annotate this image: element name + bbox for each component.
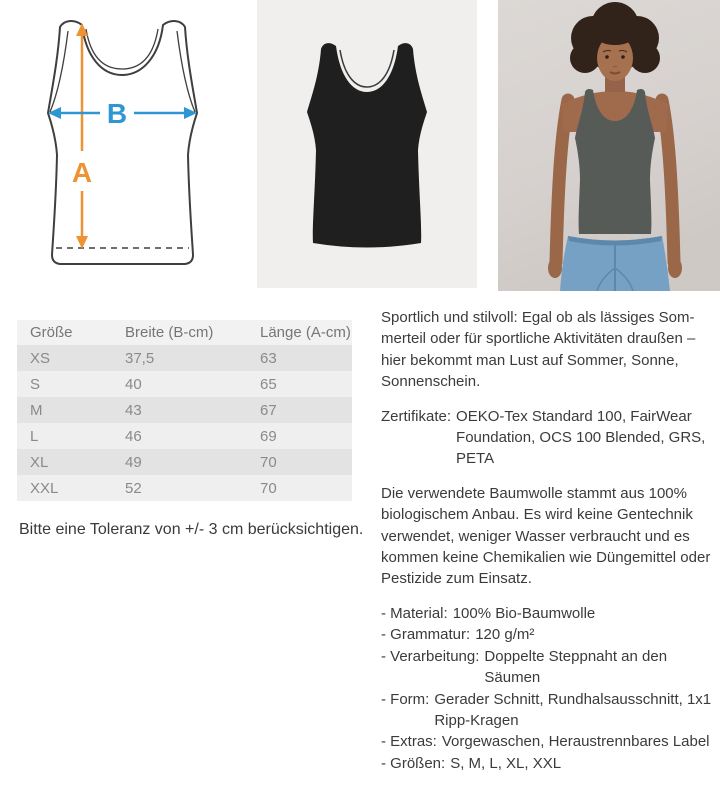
black-tank-top-image: [257, 0, 477, 288]
spec-item-extras: [381, 731, 718, 752]
spec-value: S, M, L, XL, XXL: [450, 754, 562, 772]
hair-fringe: [596, 27, 634, 45]
laenge-cell: 69: [247, 423, 352, 449]
jeans: [560, 236, 670, 291]
description-paragraph-1: Sportlich und stilvoll: Egal ob als lässiges Sommerteil oder für sportliche Aktivitäten draußen – hier bekommt man Lust auf Sommer, Sonne, Sonnenschein.: [381, 309, 696, 391]
right-hand: [668, 258, 682, 278]
table-header-row: [17, 320, 352, 345]
tolerance-note: Bitte eine Toleranz von +/- 3 cm berücksichtigen.: [19, 521, 364, 538]
column-header-groesse: Größe: [17, 320, 112, 345]
spec-item-form: [381, 689, 718, 732]
size-cell: S: [17, 371, 112, 397]
tank-silhouette: [307, 43, 427, 247]
size-cell: M: [17, 397, 112, 423]
column-header-laenge: Länge (A-cm): [247, 320, 352, 345]
breite-cell: 49: [112, 449, 247, 475]
tank-outline: [48, 21, 197, 264]
spec-item-verarbeitung: [381, 646, 718, 689]
spec-label: - Material:: [381, 604, 448, 622]
product-photo-black-tank-top[interactable]: [257, 0, 477, 288]
breite-cell: 52: [112, 475, 247, 501]
size-cell: XL: [17, 449, 112, 475]
spec-item-groessen: [381, 753, 718, 774]
spec-item-material: [381, 603, 718, 624]
table-row: [17, 397, 352, 423]
model-photo[interactable]: [498, 0, 720, 291]
size-cell: XS: [17, 345, 112, 371]
spec-value: Gerader Schnitt, Rundhalsausschnitt, 1x1 Ripp-Kragen: [434, 690, 712, 729]
spec-value: Doppelte Steppnaht an den Säumen: [484, 647, 668, 687]
tank-top-measurement-diagram: [30, 5, 215, 285]
table-row: [17, 449, 352, 475]
size-table: [17, 320, 352, 501]
laenge-cell: 67: [247, 397, 352, 423]
table-row: [17, 423, 352, 449]
breite-cell: 37,5: [112, 345, 247, 371]
product-description: [381, 307, 718, 774]
certificates-line: [381, 406, 718, 470]
breite-cell: 46: [112, 423, 247, 449]
spec-label: - Größen:: [381, 754, 446, 772]
left-hand: [548, 258, 562, 278]
certificates-label: Zertifikate:: [381, 407, 452, 425]
spec-item-grammatur: [381, 624, 718, 645]
spec-label: - Grammatur:: [381, 626, 471, 644]
certificates-text: OEKO-Tex Standard 100, FairWear Foundation, OCS 100 Blended, GRS, PETA: [456, 407, 706, 468]
table-row: [17, 475, 352, 501]
label-b: B: [106, 98, 128, 129]
size-diagram-image[interactable]: [30, 5, 215, 285]
size-cell: XXL: [17, 475, 112, 501]
table-row: [17, 371, 352, 397]
breite-cell: 43: [112, 397, 247, 423]
size-cell: L: [17, 423, 112, 449]
table-row: [17, 345, 352, 371]
spec-label: - Extras:: [381, 733, 437, 751]
spec-label: - Verarbeitung:: [381, 647, 480, 665]
column-header-breite: Breite (B-cm): [112, 320, 247, 345]
model-wearing-tank-top-image: [498, 0, 720, 291]
spec-label: - Form:: [381, 690, 430, 708]
laenge-cell: 65: [247, 371, 352, 397]
spec-list: [381, 603, 718, 774]
laenge-cell: 63: [247, 345, 352, 371]
laenge-cell: 70: [247, 475, 352, 501]
description-paragraph-2: Die verwendete Baumwolle stammt aus 100% biologischem Anbau. Es wird keine Gentechnik verwendet, weniger Wasser verbraucht und es kommen keine Chemikalien wie Düngemittel oder Pestizide zum Einsatz.: [381, 484, 711, 588]
spec-value: Vorgewaschen, Heraustrennbares Label: [441, 733, 710, 751]
spec-value: 100% Bio-Baumwolle: [452, 604, 596, 622]
spec-value: 120 g/m²: [475, 626, 535, 644]
breite-cell: 40: [112, 371, 247, 397]
label-a: A: [71, 157, 93, 188]
laenge-cell: 70: [247, 449, 352, 475]
